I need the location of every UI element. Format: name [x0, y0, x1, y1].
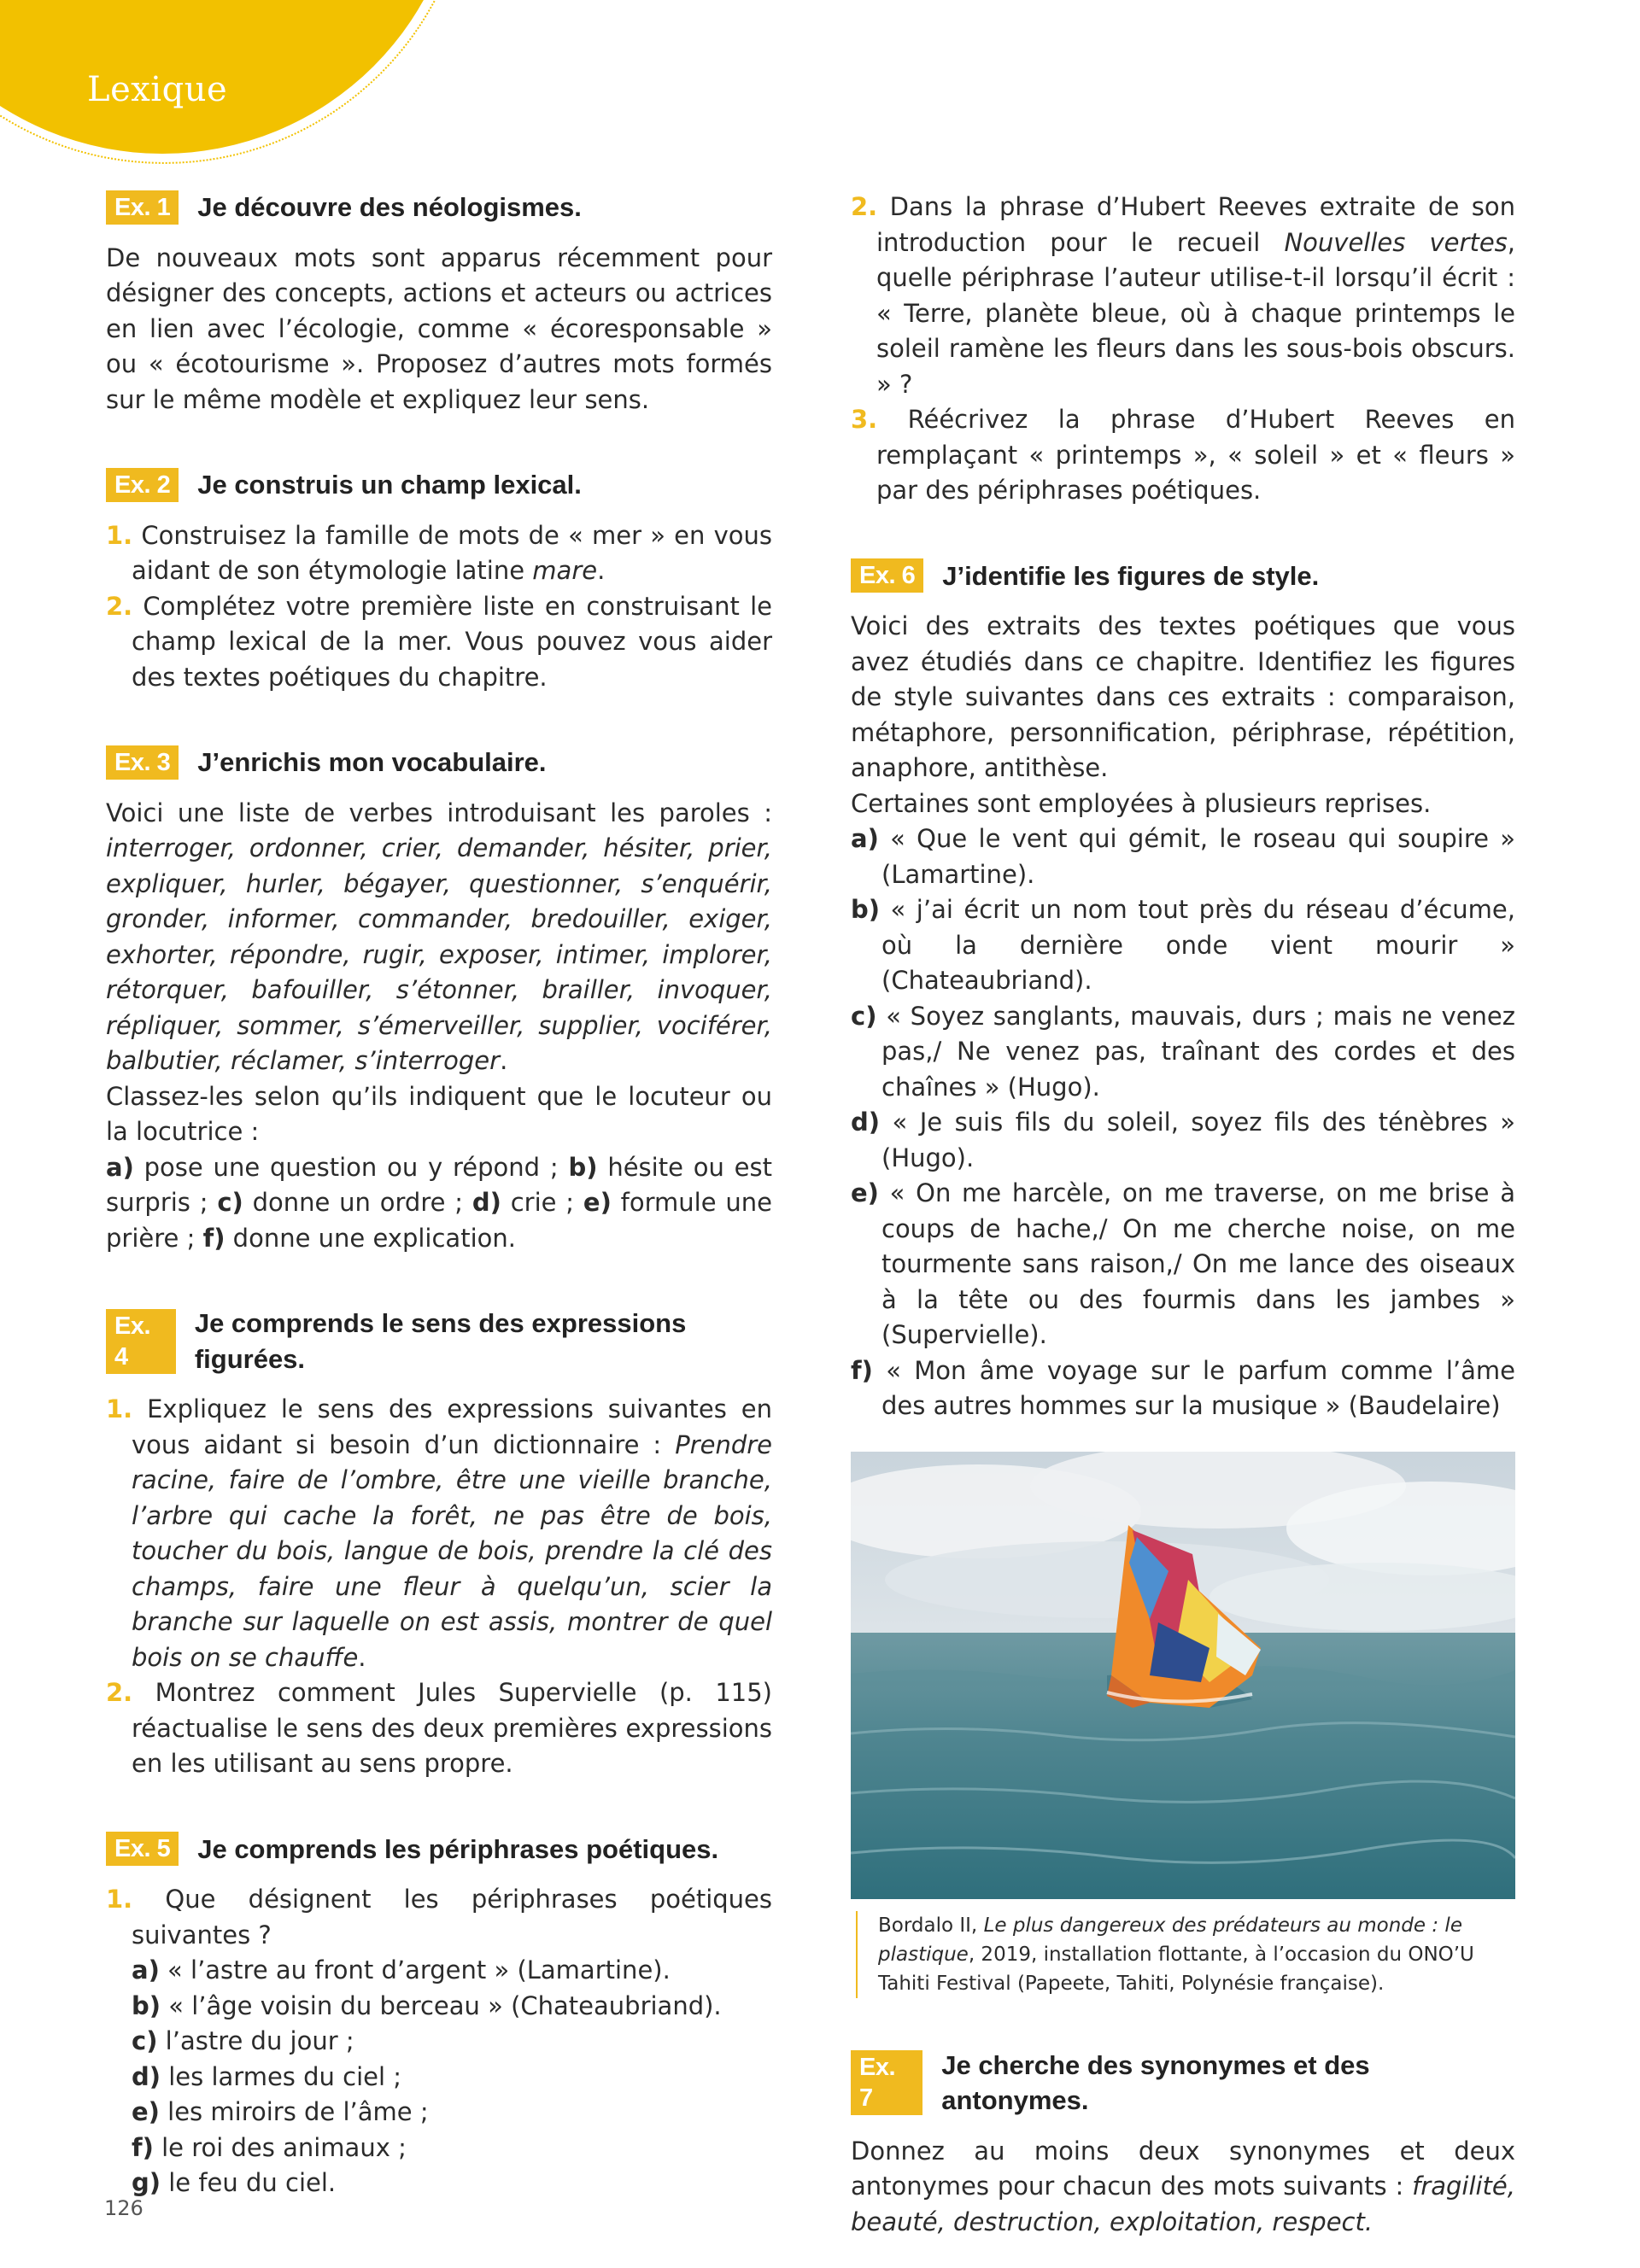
- exercise-title: Je comprends les périphrases poétiques.: [197, 1833, 719, 1864]
- extract-item: e) « On me harcèle, on me traverse, on me brise à coups de hache,/ On me cherche noise, on me tourmente sans raison,/ On me lance des oiseaux à la tête ou des fourmis dans les jambes » (Supervielle).: [851, 1178, 1515, 1349]
- extract-item: c) « Soyez sanglants, mauvais, durs ; mais ne venez pas,/ Ne venez pas, traînant des cordes et des chaînes » (Hugo).: [851, 1001, 1515, 1102]
- exercise-badge: Ex. 2: [106, 468, 179, 502]
- exercise-title: Je cherche des synonymes et des antonymes.: [941, 2049, 1370, 2115]
- question-item: 1. Que désignent les périphrases poétiques suivantes ?: [106, 1885, 772, 1949]
- exercise-badge: Ex. 7: [851, 2050, 922, 2115]
- exercise-3: [106, 745, 772, 1256]
- classify-instruction: Classez-les selon qu’ils indiquent que le locuteur ou la locutrice :: [106, 1081, 772, 1146]
- list-item: f) le roi des animaux ;: [132, 2132, 407, 2162]
- list-item: a) « l’astre au front d’argent » (Lamartine).: [132, 1955, 671, 1984]
- exercise-2: [106, 467, 772, 695]
- photo-illustration: [851, 1452, 1515, 1899]
- exercise-7: [851, 2048, 1515, 2241]
- left-column: [106, 190, 772, 2201]
- extract-item: b) « j’ai écrit un nom tout près du réseau d’écume, où la dernière onde vient mourir » (Chateaubriand).: [851, 895, 1515, 995]
- exercise-text: Voici des extraits des textes poétiques que vous avez étudiés dans ce chapitre. Identifiez les figures de style suivantes dans ces extraits : comparaison, métaphore, personnification, périphrase, répétition, anaphore, antithèse.: [851, 611, 1515, 782]
- exercise-badge: Ex. 3: [106, 745, 179, 780]
- page-number: 126: [104, 2196, 144, 2220]
- exercise-6: [851, 558, 1515, 1424]
- list-item: e) les miroirs de l’âme ;: [132, 2097, 429, 2126]
- question-item: 2. Montrez comment Jules Supervielle (p. 115) réactualise le sens des deux premières expressions en les utilisant au sens propre.: [106, 1678, 772, 1778]
- exercise-title: J’identifie les figures de style.: [942, 560, 1320, 591]
- exercise-badge: Ex. 4: [106, 1309, 176, 1374]
- exercise-title: Je découvre des néologismes.: [197, 192, 582, 222]
- section-title: Lexique: [87, 70, 228, 109]
- exercise-badge: Ex. 6: [851, 558, 923, 593]
- periphrase-list: [106, 1953, 772, 2201]
- exercise-text: De nouveaux mots sont apparus récemment pour désigner des concepts, actions et acteurs ou actrices en lien avec l’écologie, comme « écoresponsable » ou « écotourisme ». Proposez d’autres mots formés sur le même modèle et expliquez leur sens.: [106, 243, 772, 414]
- exercise-5: [106, 1832, 772, 2201]
- exercise-title: Je construis un champ lexical.: [197, 470, 582, 500]
- artwork-photo: [851, 1452, 1515, 1899]
- exercise-title: J’enrichis mon vocabulaire.: [197, 747, 547, 777]
- verb-list: Voici une liste de verbes introduisant les paroles : interroger, ordonner, crier, demander, hésiter, prier, expliquer, hurler, bégayer, questionner, s’enquérir, gronder, informer, commander, bredouiller, exiger, exhorter, répondre, rugir, exposer, intimer, implorer, rétorquer, bafouiller, s’étonner, brailler, invoquer, répliquer, sommer, s’émerveiller, supplier, vociférer, balbutier, réclamer, s’interroger.: [106, 798, 772, 1075]
- list-item: d) les larmes du ciel ;: [132, 2061, 402, 2091]
- exercise-5-continued: [851, 190, 1515, 509]
- list-item: b) « l’âge voisin du berceau » (Chateaubriand).: [132, 1990, 722, 2020]
- question-item: 1. Construisez la famille de mots de « mer » en vous aidant de son étymologie latine mare.: [106, 520, 773, 585]
- photo-caption: Bordalo II, Le plus dangereux des prédateurs au monde : le plastique, 2019, installation flottante, à l’occasion du ONO’U Tahiti Festival (Papeete, Tahiti, Polynésie française).: [856, 1911, 1515, 1998]
- exercise-4: [106, 1306, 772, 1782]
- question-item: 1. Expliquez le sens des expressions suivantes en vous aidant si besoin d’un dictionnaire : Prendre racine, faire de l’ombre, être une vieille branche, l’arbre qui cache la forêt, ne pas être de bois, toucher du bois, langue de bois, prendre la clé des champs, faire une fleur à quelqu’un, scier la branche sur laquelle on est assis, montrer de quel bois on se chauffe.: [106, 1394, 772, 1672]
- question-item: 2. Dans la phrase d’Hubert Reeves extraite de son introduction pour le recueil Nouvelles vertes, quelle périphrase l’auteur utilise-t-il lorsqu’il écrit : « Terre, planète bleue, où à chaque printemps le soleil ramène les fleurs dans les sous-bois obscurs. » ?: [851, 192, 1515, 399]
- exercise-title: Je comprends le sens des expressions figurées.: [194, 1308, 687, 1374]
- classify-options: a) pose une question ou y répond ; b) hésite ou est surpris ; c) donne un ordre ; d) crie ; e) formule une prière ; f) donne une explication.: [106, 1152, 772, 1253]
- exercise-badge: Ex. 1: [106, 190, 179, 225]
- exercise-badge: Ex. 5: [106, 1832, 179, 1866]
- right-column: [851, 190, 1515, 2240]
- corner-tab: [0, 0, 461, 154]
- question-item: 2. Complétez votre première liste en construisant le champ lexical de la mer. Vous pouvez vous aider des textes poétiques du chapitre.: [106, 591, 772, 692]
- exercise-1: [106, 190, 772, 418]
- extract-item: a) « Que le vent qui gémit, le roseau qui soupire » (Lamartine).: [851, 824, 1515, 889]
- exercise-text: Donnez au moins deux synonymes et deux antonymes pour chacun des mots suivants : fragilité, beauté, destruction, exploitation, respect.: [851, 2136, 1515, 2236]
- list-item: c) l’astre du jour ;: [132, 2026, 354, 2055]
- question-item: 3. Réécrivez la phrase d’Hubert Reeves en remplaçant « printemps », « soleil » et « fleurs » par des périphrases poétiques.: [851, 405, 1515, 505]
- list-item: g) le feu du ciel.: [132, 2168, 337, 2197]
- exercise-note: Certaines sont employées à plusieurs reprises.: [851, 788, 1432, 818]
- extract-item: f) « Mon âme voyage sur le parfum comme l’âme des autres hommes sur la musique » (Baudelaire): [851, 1355, 1515, 1420]
- extract-item: d) « Je suis fils du soleil, soyez fils des ténèbres » (Hugo).: [851, 1108, 1515, 1172]
